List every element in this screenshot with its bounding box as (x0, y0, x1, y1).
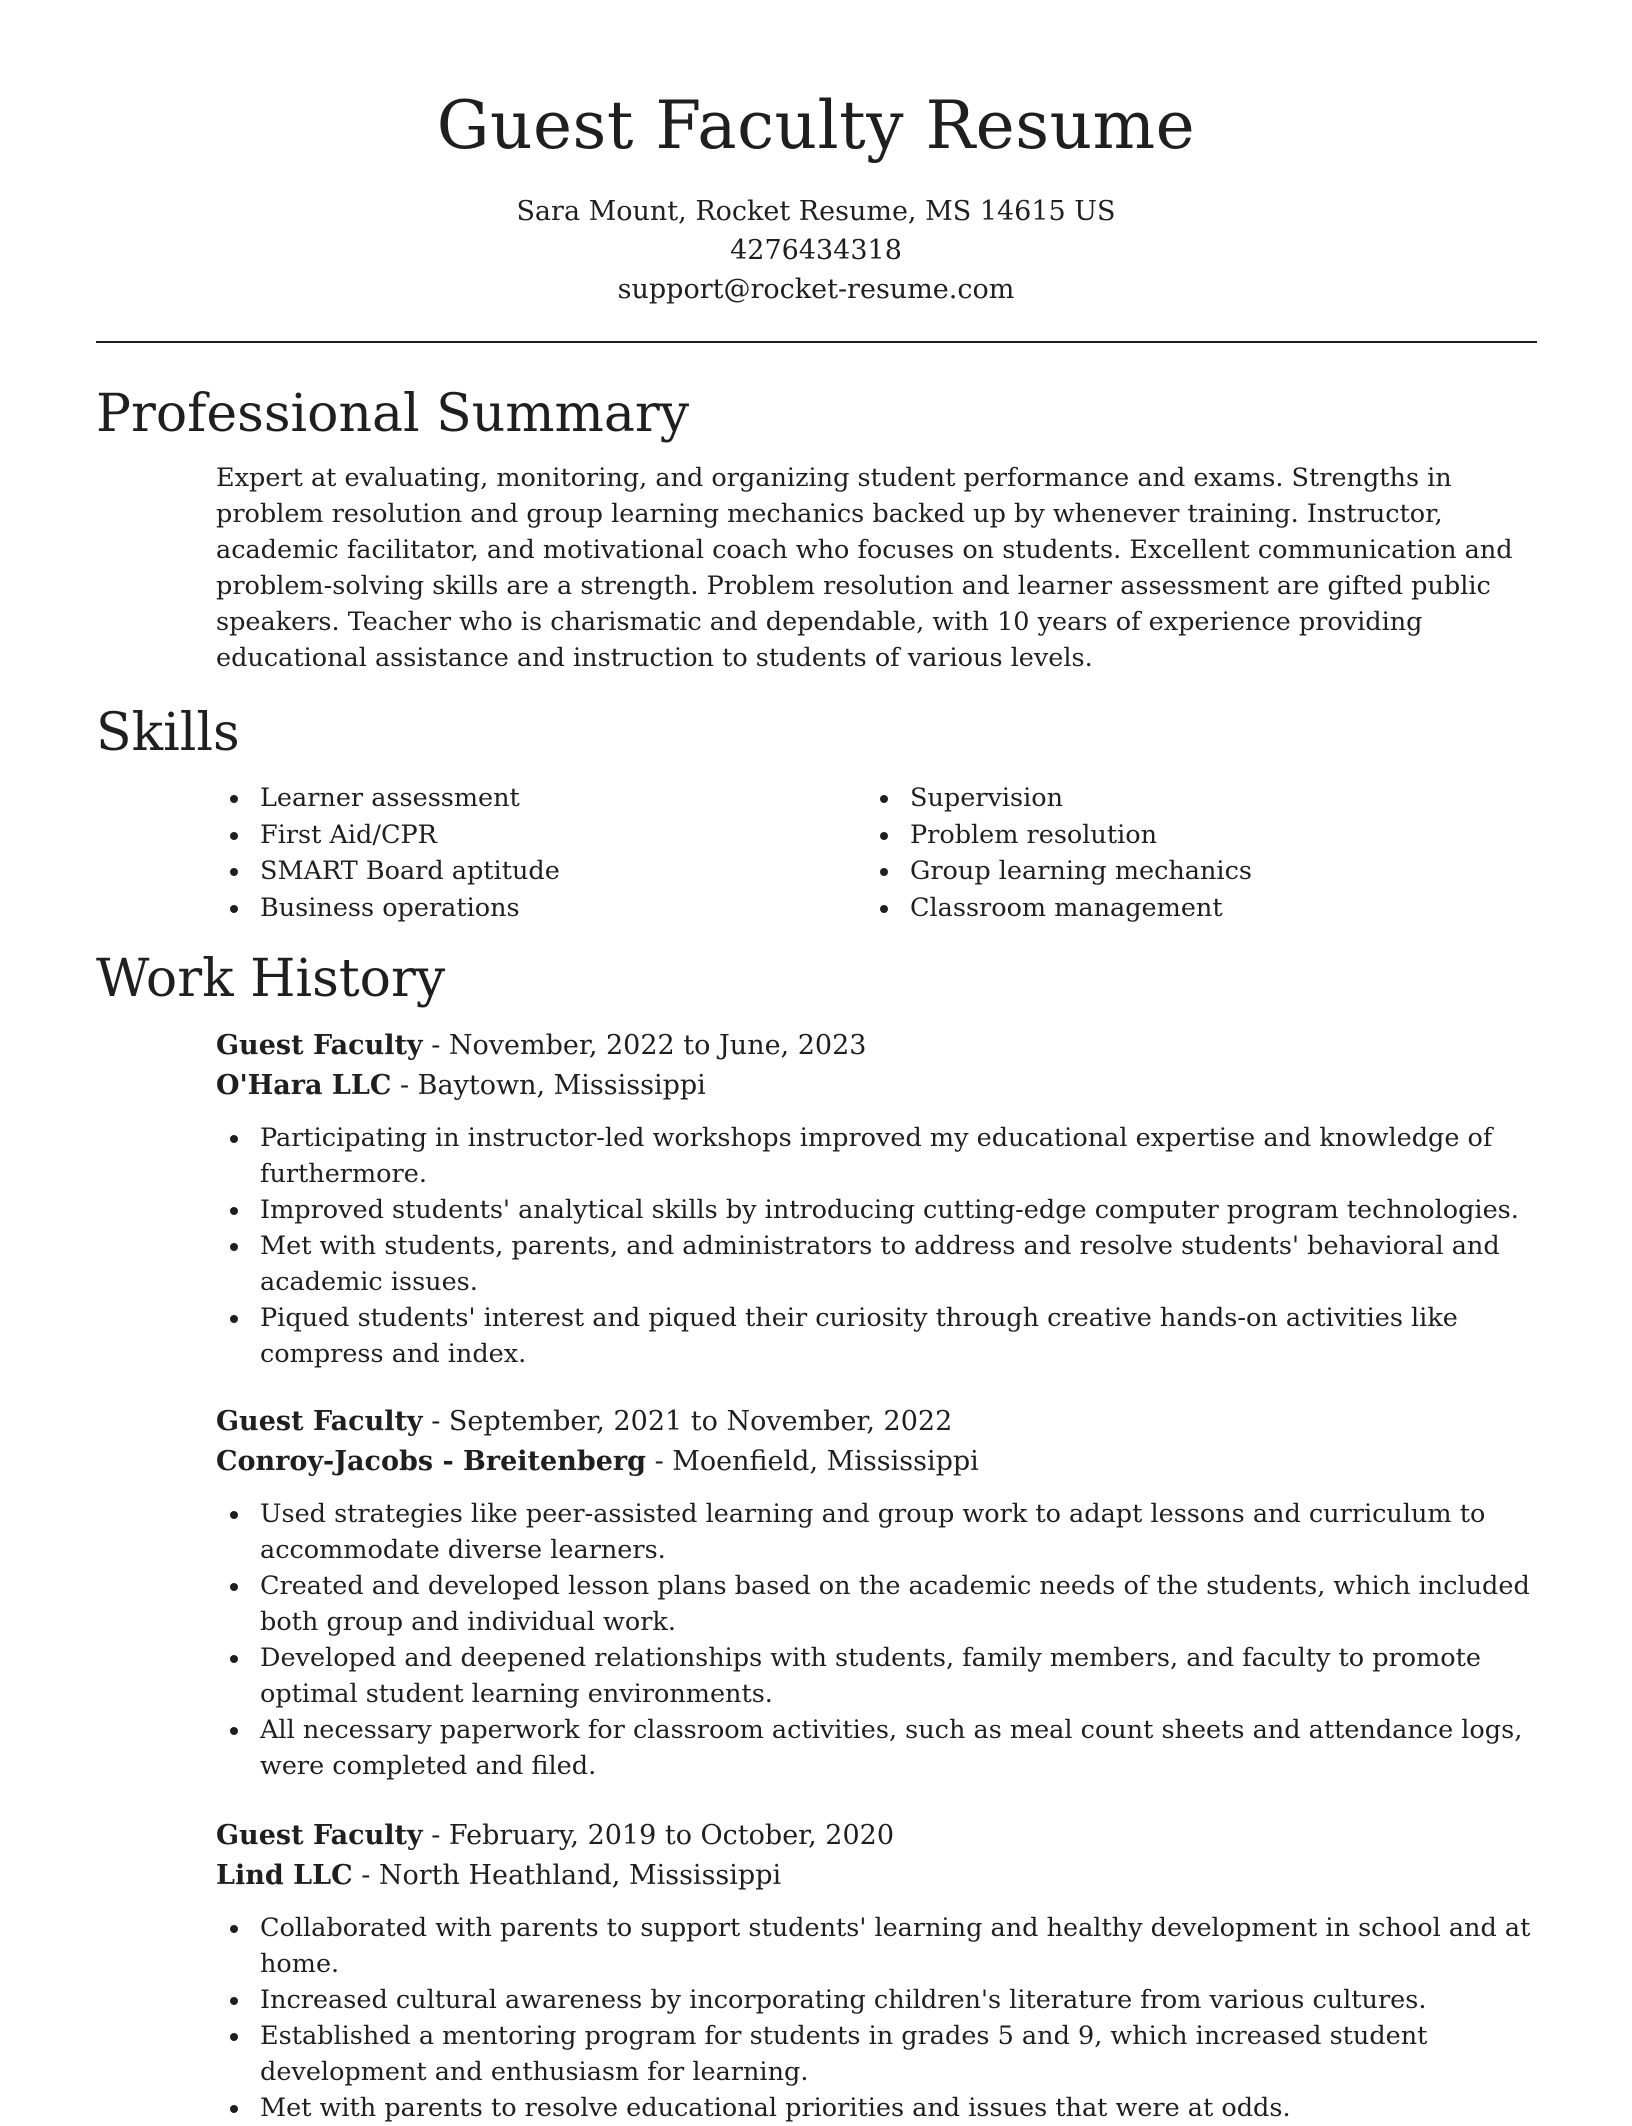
job-company: Conroy-Jacobs - Breitenberg (216, 1446, 646, 1477)
page-title: Guest Faculty Resume (436, 87, 1196, 164)
contact-phone: 4276434318 (730, 235, 902, 266)
job-company-line (216, 1442, 1536, 1482)
skill-item: Business operations (216, 890, 866, 927)
job-entry (216, 1026, 1536, 1372)
contact-address: Sara Mount, Rocket Resume, MS 14615 US (516, 196, 1116, 227)
job-company: O'Hara LLC (216, 1070, 392, 1101)
skill-item: Problem resolution (866, 817, 1516, 854)
job-responsibilities (216, 1120, 1536, 1372)
job-entry (216, 1816, 1536, 2126)
list-item: Increased cultural awareness by incorporating children's literature from various cultures. (216, 1982, 1536, 2018)
list-item: Collaborated with parents to support students' learning and healthy development in school and at home. (216, 1910, 1536, 1982)
summary-text: Expert at evaluating, monitoring, and organizing student performance and exams. Strengths in problem resolution and group learning mechanics backed up by whenever training. Instructor, academic facilitator, and motivational coach who focuses on students. Excellent communication and problem-solving skills are a strength. Problem resolution and learner assessment are gifted public speakers. Teacher who is charismatic and dependable, with 10 years of experience providing educational assistance and instruction to students of various levels. (216, 463, 1513, 673)
job-company-line (216, 1856, 1536, 1896)
job-title-line (216, 1402, 1536, 1442)
job-location: - North Heathland, Mississippi (352, 1860, 782, 1891)
job-dates: - February, 2019 to October, 2020 (422, 1820, 894, 1851)
contact-email: support@rocket-resume.com (617, 274, 1015, 305)
skill-item: SMART Board aptitude (216, 853, 866, 890)
job-title-line (216, 1816, 1536, 1856)
list-item: Developed and deepened relationships with students, family members, and faculty to promote optimal student learning environments. (216, 1640, 1536, 1712)
skills-column-left (216, 780, 866, 926)
job-responsibilities (216, 1496, 1536, 1784)
summary-heading: Professional Summary (96, 384, 690, 444)
job-title-line (216, 1026, 1536, 1066)
work-history-heading: Work History (96, 949, 446, 1009)
skills-heading: Skills (96, 703, 240, 763)
list-item: Met with parents to resolve educational priorities and issues that were at odds. (216, 2090, 1536, 2126)
skill-item: Group learning mechanics (866, 853, 1516, 890)
skill-item: First Aid/CPR (216, 817, 866, 854)
resume-header (0, 78, 1632, 309)
list-item: All necessary paperwork for classroom activities, such as meal count sheets and attendance logs, were completed and filed. (216, 1712, 1536, 1784)
job-location: - Moenfield, Mississippi (645, 1446, 979, 1477)
skills-list (216, 780, 1536, 926)
list-item: Improved students' analytical skills by introducing cutting-edge computer program technologies. (216, 1192, 1536, 1228)
list-item: Participating in instructor-led workshops improved my educational expertise and knowledge of furthermore. (216, 1120, 1536, 1192)
job-company: Lind LLC (216, 1860, 353, 1891)
skill-item: Classroom management (866, 890, 1516, 927)
job-title: Guest Faculty (216, 1406, 423, 1437)
list-item: Piqued students' interest and piqued their curiosity through creative hands-on activities like compress and index. (216, 1300, 1536, 1372)
list-item: Created and developed lesson plans based on the academic needs of the students, which included both group and individual work. (216, 1568, 1536, 1640)
job-dates: - November, 2022 to June, 2023 (422, 1030, 867, 1061)
skill-item: Supervision (866, 780, 1516, 817)
job-title: Guest Faculty (216, 1030, 423, 1061)
job-title: Guest Faculty (216, 1820, 423, 1851)
job-location: - Baytown, Mississippi (391, 1070, 706, 1101)
job-responsibilities (216, 1910, 1536, 2126)
list-item: Used strategies like peer-assisted learning and group work to adapt lessons and curriculum to accommodate diverse learners. (216, 1496, 1536, 1568)
job-dates: - September, 2021 to November, 2022 (422, 1406, 953, 1437)
skill-item: Learner assessment (216, 780, 866, 817)
list-item: Met with students, parents, and administrators to address and resolve students' behavioral and academic issues. (216, 1228, 1536, 1300)
list-item: Established a mentoring program for students in grades 5 and 9, which increased student development and enthusiasm for learning. (216, 2018, 1536, 2090)
contact-info (0, 192, 1632, 309)
job-company-line (216, 1066, 1536, 1106)
job-entry (216, 1402, 1536, 1784)
header-divider (96, 341, 1537, 343)
skills-column-right (866, 780, 1516, 926)
